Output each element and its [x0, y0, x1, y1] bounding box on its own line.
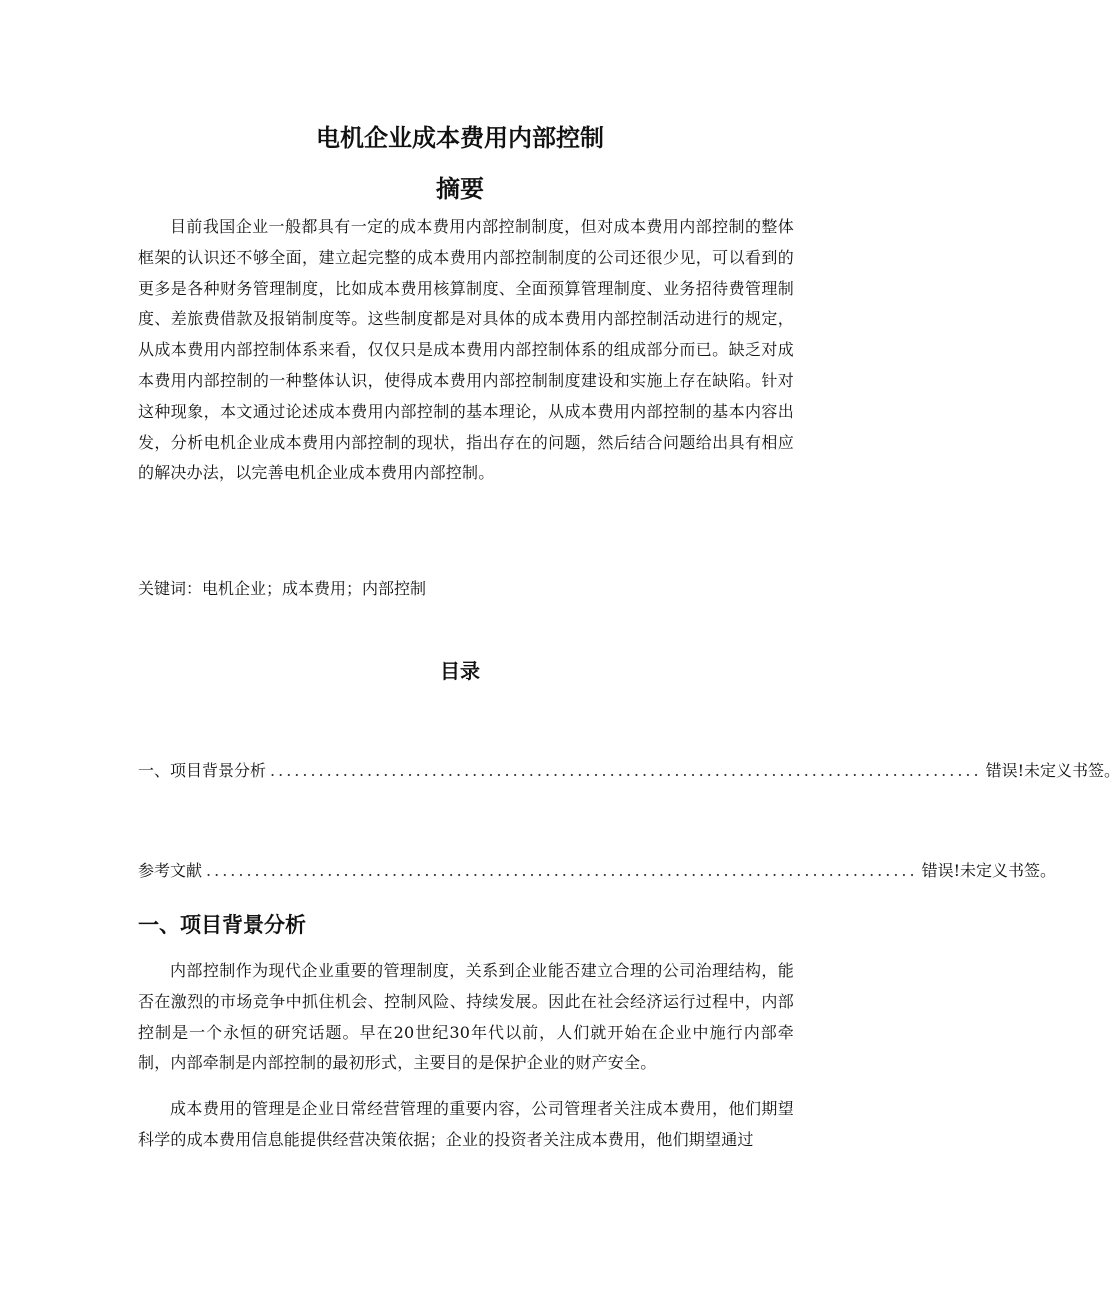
keywords-line: 关键词：电机企业；成本费用；内部控制	[138, 579, 427, 598]
toc-entry[interactable]	[138, 856, 1057, 886]
section-heading: 一、项目背景分析	[138, 912, 306, 937]
abstract-heading: 摘要	[436, 174, 484, 203]
toc-entry-page: 错误!未定义书签。	[985, 761, 1120, 780]
abstract-paragraph: 目前我国企业一般都具有一定的成本费用内部控制制度，但对成本费用内部控制的整体框架的认识还不够全面，建立起完整的成本费用内部控制制度的公司还很少见，可以看到的更多是各种财务管理制度，比如成本费用核算制度、全面预算管理制度、业务招待费管理制度、差旅费借款及报销制度等。这些制度都是对具体的成本费用内部控制活动进行的规定，从成本费用内部控制体系来看，仅仅只是成本费用内部控制体系的组成部分而已。缺乏对成本费用内部控制的一种整体认识，使得成本费用内部控制制度建设和实施上存在缺陷。针对这种现象，本文通过论述成本费用内部控制的基本理论，从成本费用内部控制的基本内容出发，分析电机企业成本费用内部控制的现状，指出存在的问题，然后结合问题给出具有相应的解决办法，以完善电机企业成本费用内部控制。	[138, 217, 794, 483]
toc-entry-leader: ........................................................................................	[270, 761, 982, 780]
toc-entry[interactable]	[138, 756, 1120, 786]
toc-entry-label: 一、项目背景分析	[138, 761, 267, 780]
document-title: 电机企业成本费用内部控制	[316, 123, 604, 152]
toc-entry-label: 参考文献	[138, 861, 203, 880]
toc-heading: 目录	[440, 659, 480, 683]
body-paragraph: 内部控制作为现代企业重要的管理制度，关系到企业能否建立合理的公司治理结构，能否在激烈的市场竞争中抓住机会、控制风险、持续发展。因此在社会经济运行过程中，内部控制是一个永恒的研究话题。早在20世纪30年代以前，人们就开始在企业中施行内部牵制，内部牵制是内部控制的最初形式，主要目的是保护企业的财产安全。	[138, 961, 794, 1073]
toc-entry-leader: ........................................................................................	[206, 861, 918, 880]
body-paragraph: 成本费用的管理是企业日常经营管理的重要内容，公司管理者关注成本费用，他们期望科学的成本费用信息能提供经营决策依据；企业的投资者关注成本费用，他们期望通过	[138, 1099, 794, 1149]
toc-entry-page: 错误!未定义书签。	[921, 861, 1057, 880]
